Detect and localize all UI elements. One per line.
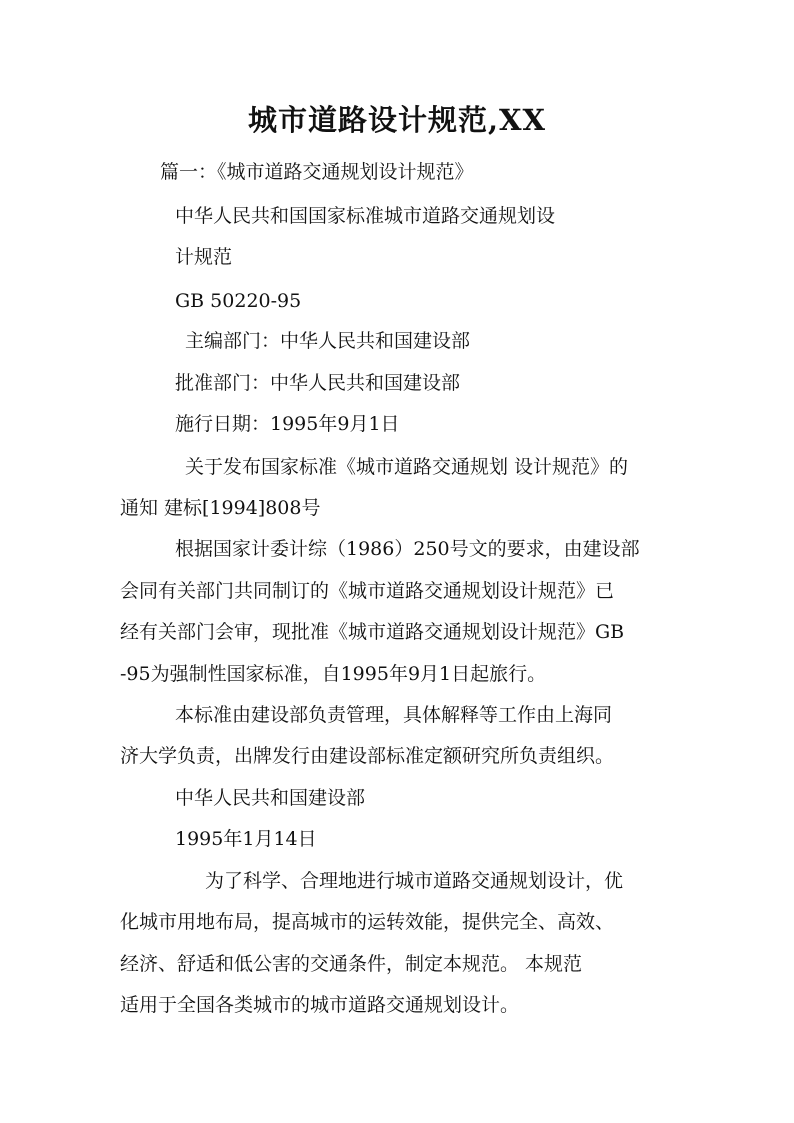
signatory: 中华人民共和国建设部 (175, 787, 366, 809)
signing-date: 1995年1月14日 (175, 828, 317, 850)
purpose-paragraph-line-1: 为了科学、合理地进行城市道路交通规划设计，优 (205, 870, 624, 892)
notice-paragraph-1-line-2: 会同有关部门共同制订的《城市道路交通规划设计规范》已 (120, 580, 615, 602)
notice-paragraph-1-line-4: -95为强制性国家标准，自1995年9月1日起旅行。 (120, 663, 547, 685)
purpose-paragraph-line-4: 适用于全国各类城市的城市道路交通规划设计。 (120, 994, 520, 1016)
notice-paragraph-1-line-1: 根据国家计委计综（1986）250号文的要求，由建设部 (175, 538, 640, 560)
purpose-paragraph-line-2: 化城市用地布局，提高城市的运转效能，提供完全、高效、 (120, 911, 615, 933)
effective-date: 施行日期：1995年9月1日 (175, 413, 400, 435)
article-heading: 篇一：《城市道路交通规划设计规范》 (160, 161, 474, 183)
notice-title-line-2: 通知 建标[1994]808号 (120, 497, 321, 519)
standard-code: GB 50220-95 (175, 290, 302, 312)
standard-name-line-2: 计规范 (175, 246, 233, 268)
notice-paragraph-2-line-2: 济大学负责，出牌发行由建设部标准定额研究所负责组织。 (120, 745, 615, 767)
purpose-paragraph-line-3: 经济、舒适和低公害的交通条件，制定本规范。 本规范 (120, 953, 583, 975)
notice-title-line-1: 关于发布国家标准《城市道路交通规划 设计规范》的 (185, 456, 629, 478)
approval-dept: 批准部门：中华人民共和国建设部 (175, 372, 461, 394)
chief-editor-dept: 主编部门：中华人民共和国建设部 (185, 330, 471, 352)
standard-name-line-1: 中华人民共和国国家标准城市道路交通规划设 (175, 205, 556, 227)
document-title: 城市道路设计规范,XX (247, 103, 547, 137)
notice-paragraph-1-line-3: 经有关部门会审，现批准《城市道路交通规划设计规范》GB (120, 621, 625, 643)
notice-paragraph-2-line-1: 本标准由建设部负责管理，具体解释等工作由上海同 (175, 704, 613, 726)
